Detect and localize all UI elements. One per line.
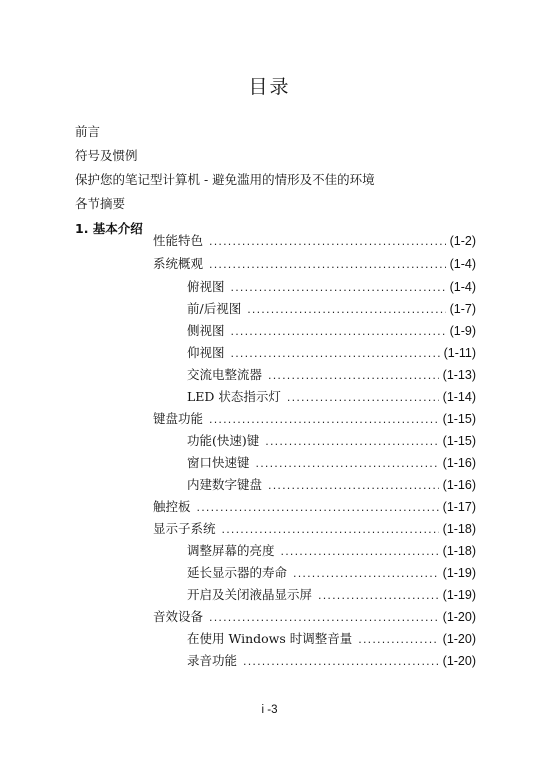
- toc-entry: [187, 367, 476, 383]
- toc-page: (1-14): [442, 390, 476, 404]
- toc-page: (1-20): [442, 632, 476, 646]
- toc-page: (1-4): [449, 280, 476, 294]
- chapter-heading: 1. 基本介绍: [75, 221, 143, 236]
- toc-entry: [187, 631, 476, 647]
- page-title: 目录: [248, 76, 291, 98]
- dot-leader: [318, 588, 439, 604]
- toc-entry: [187, 477, 476, 493]
- toc-label: 在使用 Windows 时调整音量: [187, 631, 353, 646]
- page-number: i -3: [261, 704, 278, 716]
- toc-entry: [187, 433, 476, 449]
- toc-label: 键盘功能: [153, 411, 204, 426]
- toc-page: (1-20): [442, 610, 476, 624]
- toc-page: (1-13): [442, 368, 476, 382]
- toc-front-conventions: 符号及惯例: [75, 148, 138, 163]
- dot-leader: [268, 478, 439, 494]
- toc-entry: [153, 521, 476, 537]
- toc-page: (1-15): [442, 412, 476, 426]
- toc-page: (1-18): [442, 544, 476, 558]
- toc-label: 开启及关闭液晶显示屏: [187, 587, 313, 602]
- dot-leader: [209, 610, 439, 626]
- toc-label: 功能(快速)键: [187, 433, 260, 448]
- toc-page: (1-20): [442, 654, 476, 668]
- toc-label: 仰视图: [187, 345, 225, 360]
- toc-entry: [153, 233, 476, 249]
- dot-leader: [256, 456, 439, 472]
- toc-entry: [187, 301, 476, 317]
- toc-label: 窗口快速键: [187, 455, 250, 470]
- toc-label: 录音功能: [187, 653, 238, 668]
- toc-entry: [187, 543, 476, 559]
- toc-page: (1-4): [449, 257, 476, 271]
- toc-entry: [187, 587, 476, 603]
- toc-label: 侧视图: [187, 323, 225, 338]
- dot-leader: [281, 544, 439, 560]
- toc-entry: [187, 389, 476, 405]
- dot-leader: [268, 368, 439, 384]
- toc-page: (1-15): [442, 434, 476, 448]
- toc-entry: [153, 609, 476, 625]
- toc-page: (1-11): [443, 346, 476, 360]
- toc-entry: [187, 345, 476, 361]
- dot-leader: [231, 346, 440, 362]
- dot-leader: [222, 522, 439, 538]
- toc-entry: [187, 455, 476, 471]
- toc-entry: [187, 565, 476, 581]
- toc-label: 延长显示器的寿命: [187, 565, 288, 580]
- dot-leader: [287, 390, 439, 406]
- toc-page: (1-19): [442, 566, 476, 580]
- toc-entry: [187, 653, 476, 669]
- toc-label: 触控板: [153, 499, 191, 514]
- toc-label: 俯视图: [187, 279, 225, 294]
- toc-entry: [187, 279, 476, 295]
- toc-page: (1-16): [442, 478, 476, 492]
- dot-leader: [247, 302, 445, 318]
- dot-leader: [265, 434, 438, 450]
- toc-label: 显示子系统: [153, 521, 216, 536]
- toc-label: 调整屏幕的亮度: [187, 543, 275, 558]
- toc-page: (1-7): [449, 302, 476, 316]
- toc-page: (1-18): [442, 522, 476, 536]
- toc-page: (1-16): [442, 456, 476, 470]
- toc-label: LED 状态指示灯: [187, 389, 281, 404]
- dot-leader: [231, 280, 446, 296]
- toc-label: 性能特色: [153, 233, 204, 248]
- toc-front-preface: 前言: [75, 124, 101, 139]
- toc-label: 音效设备: [153, 609, 204, 624]
- dot-leader: [209, 234, 446, 250]
- toc-front-summary: 各节摘要: [75, 196, 126, 211]
- toc-label: 系统概观: [153, 256, 204, 271]
- toc-label: 前/后视图: [187, 301, 242, 316]
- dot-leader: [197, 500, 439, 516]
- toc-entry: [153, 411, 476, 427]
- dot-leader: [231, 324, 446, 340]
- toc-entry: [187, 323, 476, 339]
- toc-entry: [153, 256, 476, 272]
- dot-leader: [293, 566, 439, 582]
- toc-entry: [153, 499, 476, 515]
- toc-label: 内建数字键盘: [187, 477, 263, 492]
- dot-leader: [358, 632, 438, 648]
- toc-label: 交流电整流器: [187, 367, 263, 382]
- toc-page: (1-9): [449, 324, 476, 338]
- toc-page: (1-17): [442, 500, 476, 514]
- dot-leader: [243, 654, 439, 670]
- toc-front-protection: 保护您的笔记型计算机 - 避免滥用的情形及不佳的环境: [75, 172, 375, 187]
- dot-leader: [209, 412, 439, 428]
- toc-page: (1-2): [449, 234, 476, 248]
- toc-page: (1-19): [442, 588, 476, 602]
- dot-leader: [209, 257, 446, 273]
